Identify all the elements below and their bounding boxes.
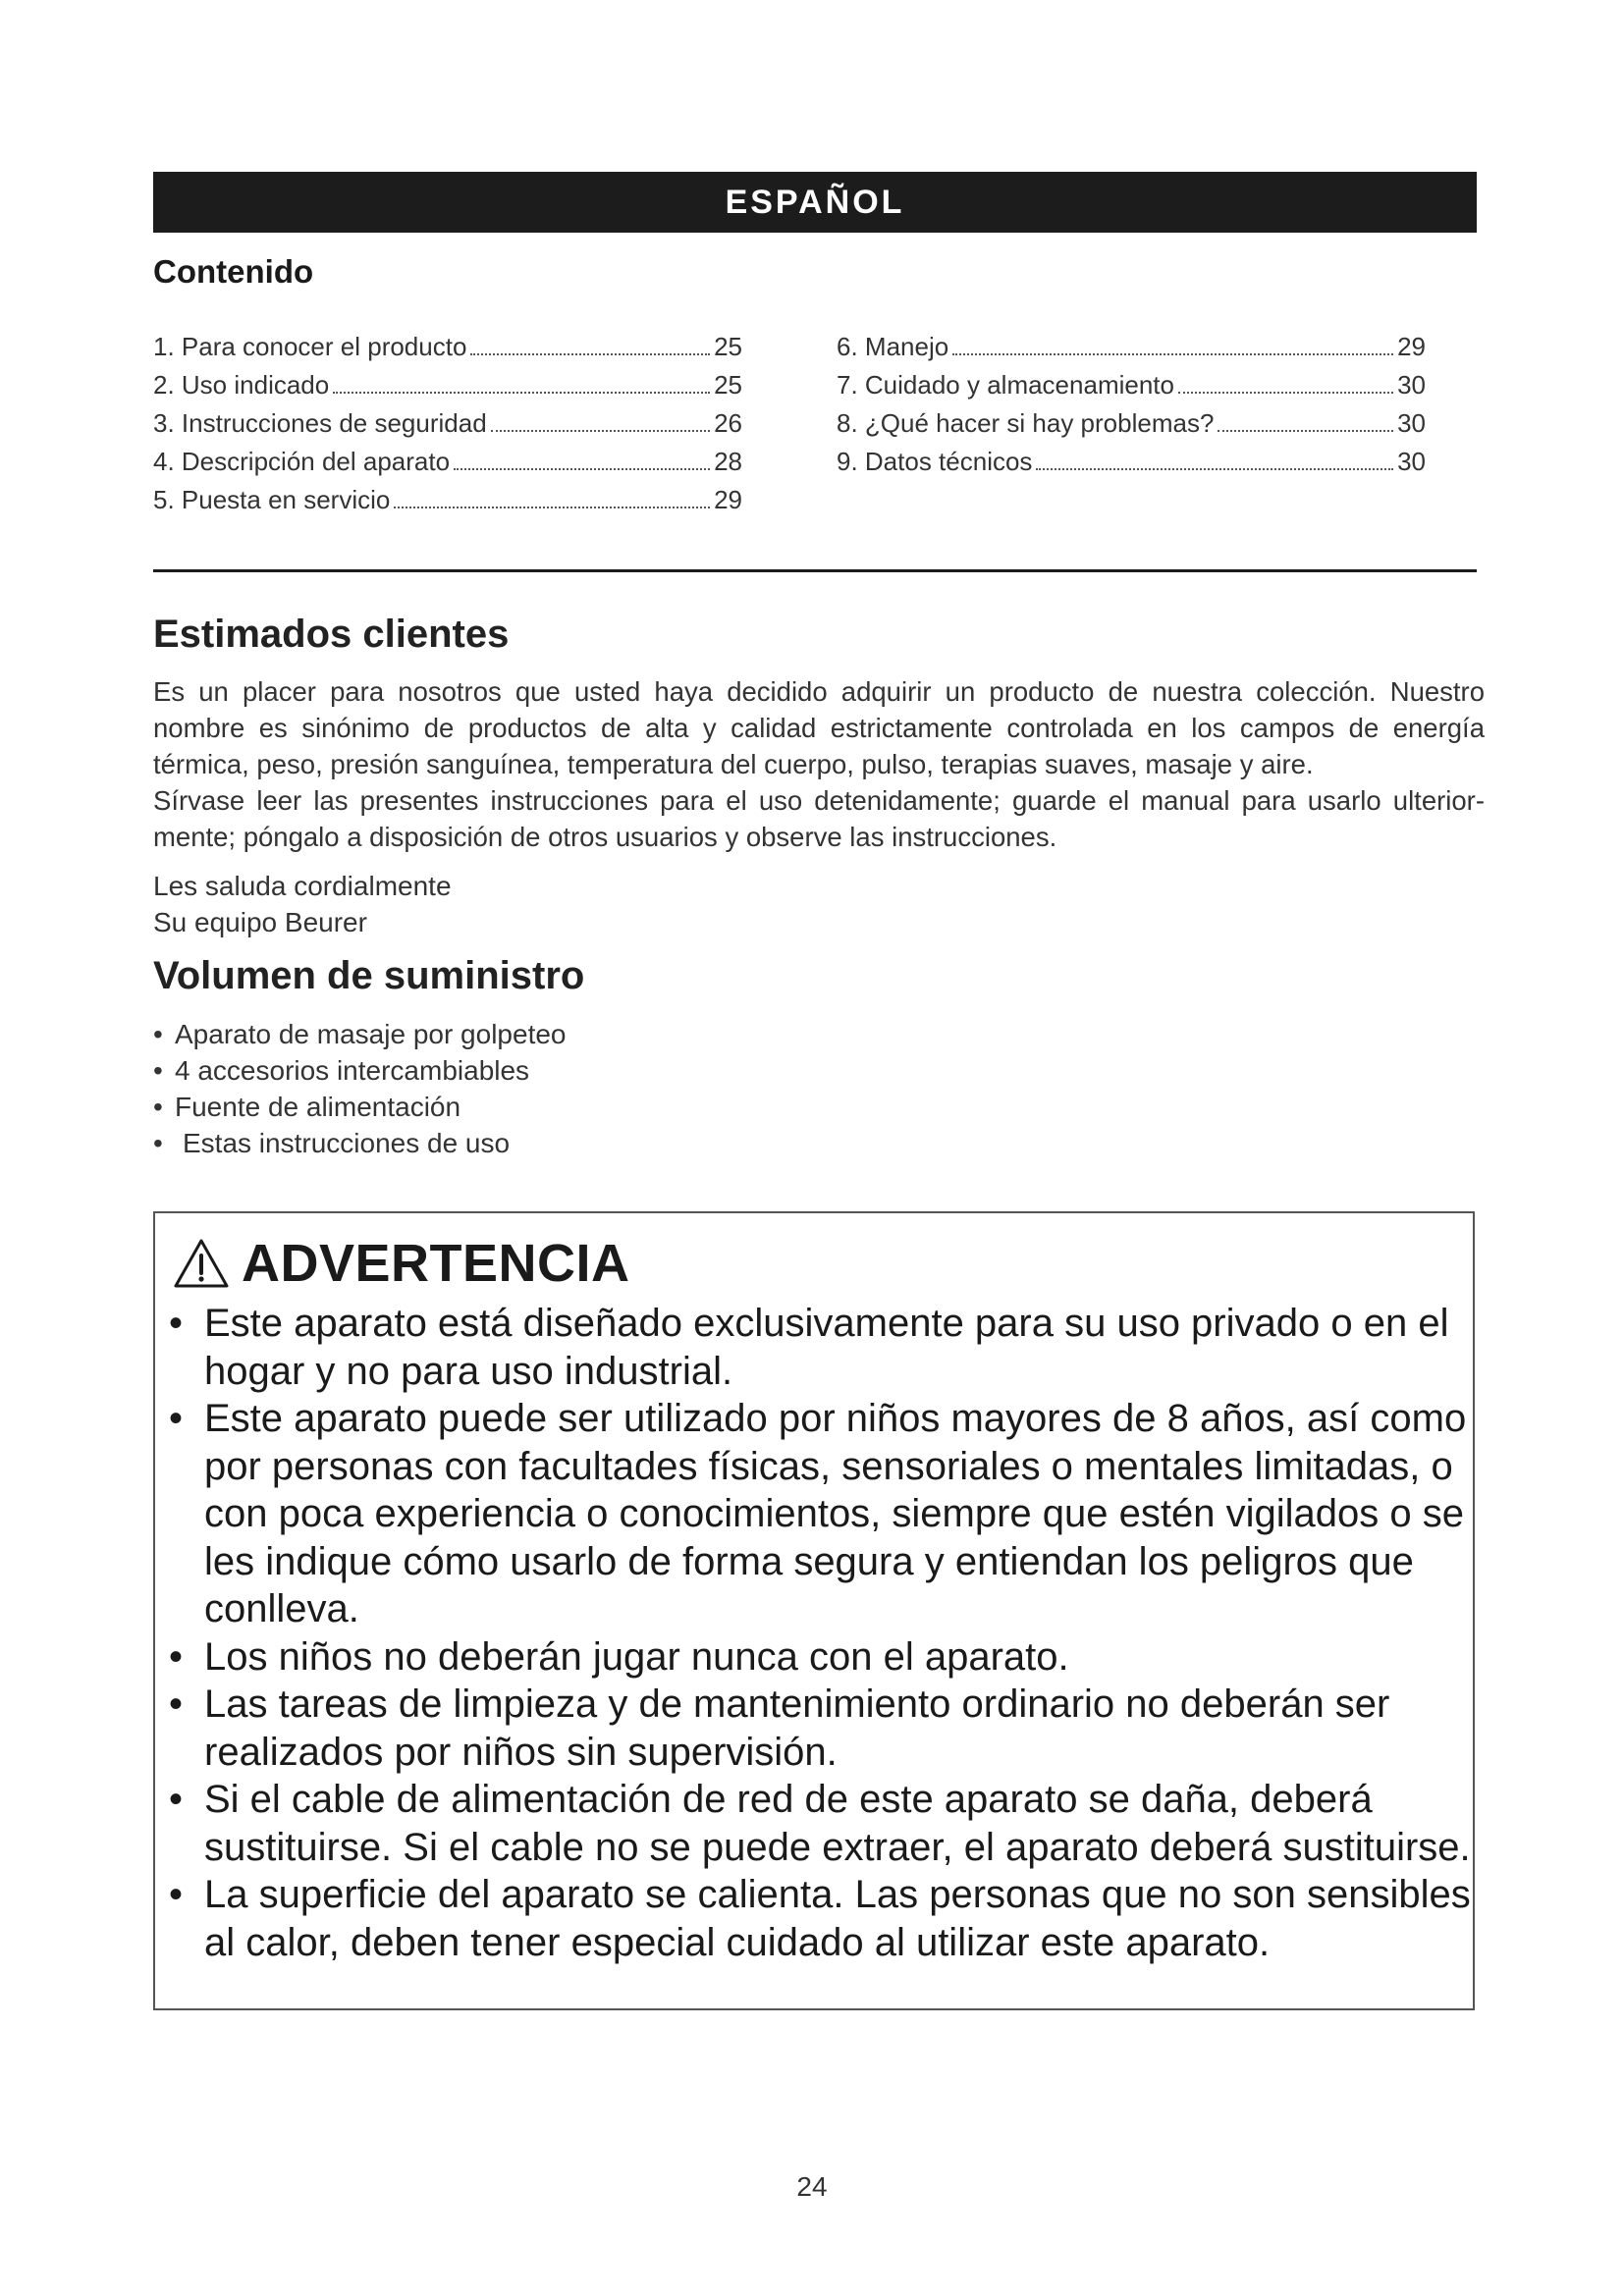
page-number: 24	[796, 2171, 828, 2202]
toc-entry-label: 5. Puesta en servicio	[153, 485, 391, 514]
toc-leader-dots	[952, 353, 1393, 355]
greeting-line-2: Su equipo Beurer	[153, 907, 367, 937]
list-item: • Los niños no deberán jugar nunca con el aparato.	[169, 1633, 1475, 1682]
supply-list	[153, 1016, 567, 1161]
toc-entry-label: 9. Datos técnicos	[837, 447, 1033, 476]
list-item: • Estas instrucciones de uso	[153, 1125, 567, 1161]
toc-leader-dots	[454, 468, 710, 470]
toc-entry-label: 1. Para conocer el producto	[153, 332, 467, 361]
list-item-text: Aparato de masaje por golpeteo	[175, 1019, 567, 1049]
toc-entry[interactable]	[153, 447, 742, 485]
list-item: • Aparato de masaje por golpeteo	[153, 1016, 567, 1052]
list-item-text: Los niños no deberán jugar nunca con el aparato.	[204, 1634, 1069, 1679]
list-item-text: Las tareas de limpieza y de mantenimiento ordinario no deberán ser realizados por niños sin supervisión.	[204, 1682, 1390, 1774]
toc-entry[interactable]	[837, 370, 1426, 408]
toc-entry-page: 30	[1397, 408, 1426, 438]
list-item: • Este aparato está diseñado exclusivamente para su uso privado o en el hogar y no para uso industrial.	[169, 1300, 1475, 1395]
list-item-text: Si el cable de alimentación de red de este aparato se daña, deberá sustituirse. Si el cable no se puede extraer, el aparato deberá sustituirse.	[204, 1778, 1471, 1869]
list-item: • La superficie del aparato se calienta. Las personas que no son sensibles al calor, deben tener especial cuidado al utilizar este aparato.	[169, 1871, 1475, 1966]
toc-entry[interactable]	[837, 332, 1426, 370]
toc-leader-dots	[1218, 430, 1393, 432]
greeting	[153, 868, 452, 940]
toc-entry-label: 3. Instrucciones de seguridad	[153, 408, 487, 438]
list-item: • Las tareas de limpieza y de mantenimiento ordinario no deberán ser realizados por niños sin supervisión.	[169, 1681, 1475, 1776]
toc-entry-label: 8. ¿Qué hacer si hay problemas?	[837, 408, 1215, 438]
intro-text	[153, 673, 1485, 855]
toc-entry-label: 6. Manejo	[837, 332, 949, 361]
toc-entry-page: 25	[714, 370, 742, 400]
toc-left-column	[153, 332, 742, 523]
toc-entry[interactable]	[153, 485, 742, 523]
warning-list	[169, 1300, 1475, 1966]
warning-box	[153, 1211, 1475, 2010]
intro-paragraph-2: Sírvase leer las presentes instrucciones para el uso detenidamente; guarde el manual para usarlo ulterior-mente; póngalo a disposición de otros usuarios y observe las instrucciones.	[153, 785, 1485, 852]
toc-entry[interactable]	[837, 408, 1426, 447]
supply-heading: Volumen de suministro	[153, 954, 585, 997]
toc-leader-dots	[394, 507, 710, 508]
toc-leader-dots	[1178, 392, 1393, 394]
list-item: • 4 accesorios intercambiables	[153, 1052, 567, 1089]
toc-entry-page: 29	[1397, 332, 1426, 361]
toc-entry[interactable]	[153, 332, 742, 370]
toc-entry-page: 30	[1397, 447, 1426, 476]
list-item-text: Estas instrucciones de uso	[183, 1128, 511, 1158]
toc-entry-page: 26	[714, 408, 742, 438]
toc-leader-dots	[491, 430, 710, 432]
toc-entry-page: 29	[714, 485, 742, 514]
list-item-text: Este aparato puede ser utilizado por niños mayores de 8 años, así como por personas con facultades físicas, sensoriales o mentales limitadas, o con poca experiencia o conocimientos, siempre que estén vigilados o se les indique cómo usarlo de forma segura y entiendan los peligros que conlleva.	[204, 1397, 1467, 1630]
section-divider	[153, 569, 1477, 572]
toc-entry-page: 25	[714, 332, 742, 361]
toc-entry-label: 7. Cuidado y almacenamiento	[837, 370, 1174, 400]
toc-right-column	[837, 332, 1426, 485]
toc-entry-page: 30	[1397, 370, 1426, 400]
warning-title: ADVERTENCIA	[242, 1234, 630, 1293]
toc-entry-page: 28	[714, 447, 742, 476]
list-item-text: Este aparato está diseñado exclusivamente para su uso privado o en el hogar y no para uso industrial.	[204, 1302, 1449, 1393]
list-item: • Si el cable de alimentación de red de este aparato se daña, deberá sustituirse. Si el cable no se puede extraer, el aparato deberá sustituirse.	[169, 1776, 1475, 1871]
toc-entry-label: 2. Uso indicado	[153, 370, 330, 400]
intro-heading: Estimados clientes	[153, 613, 510, 656]
list-item-text: Fuente de alimentación	[175, 1092, 461, 1122]
list-item-text: La superficie del aparato se calienta. Las personas que no son sensibles al calor, deben tener especial cuidado al utilizar este aparato.	[204, 1873, 1471, 1964]
warning-header	[173, 1233, 630, 1294]
toc-entry[interactable]	[837, 447, 1426, 485]
list-item: • Fuente de alimentación	[153, 1089, 567, 1125]
toc-leader-dots	[1036, 468, 1393, 470]
toc-entry[interactable]	[153, 370, 742, 408]
list-item-text: 4 accesorios intercambiables	[175, 1055, 530, 1086]
intro-paragraph-1: Es un placer para nosotros que usted haya decidido adquirir un producto de nuestra colección. Nuestro nombre es sinónimo de productos de alta y calidad estrictamente controlada en los campos de energía térmica, peso, presión sanguínea, temperatura del cuerpo, pulso, terapias suaves, masaje y aire.	[153, 676, 1485, 779]
list-item: • Este aparato puede ser utilizado por niños mayores de 8 años, así como por personas con facultades físicas, sensoriales o mentales limitadas, o con poca experiencia o conocimientos, siempre que estén vigilados o se les indique cómo usarlo de forma segura y entiendan los peligros que conlleva.	[169, 1395, 1475, 1633]
toc-title: Contenido	[153, 253, 314, 290]
greeting-line-1: Les saluda cordialmente	[153, 871, 452, 901]
toc-leader-dots	[470, 353, 710, 355]
toc-leader-dots	[333, 392, 710, 394]
language-header-bar	[153, 172, 1477, 233]
toc-entry[interactable]	[153, 408, 742, 447]
warning-triangle-icon	[173, 1238, 230, 1289]
toc-entry-label: 4. Descripción del aparato	[153, 447, 451, 476]
language-label: ESPAÑOL	[725, 183, 905, 221]
